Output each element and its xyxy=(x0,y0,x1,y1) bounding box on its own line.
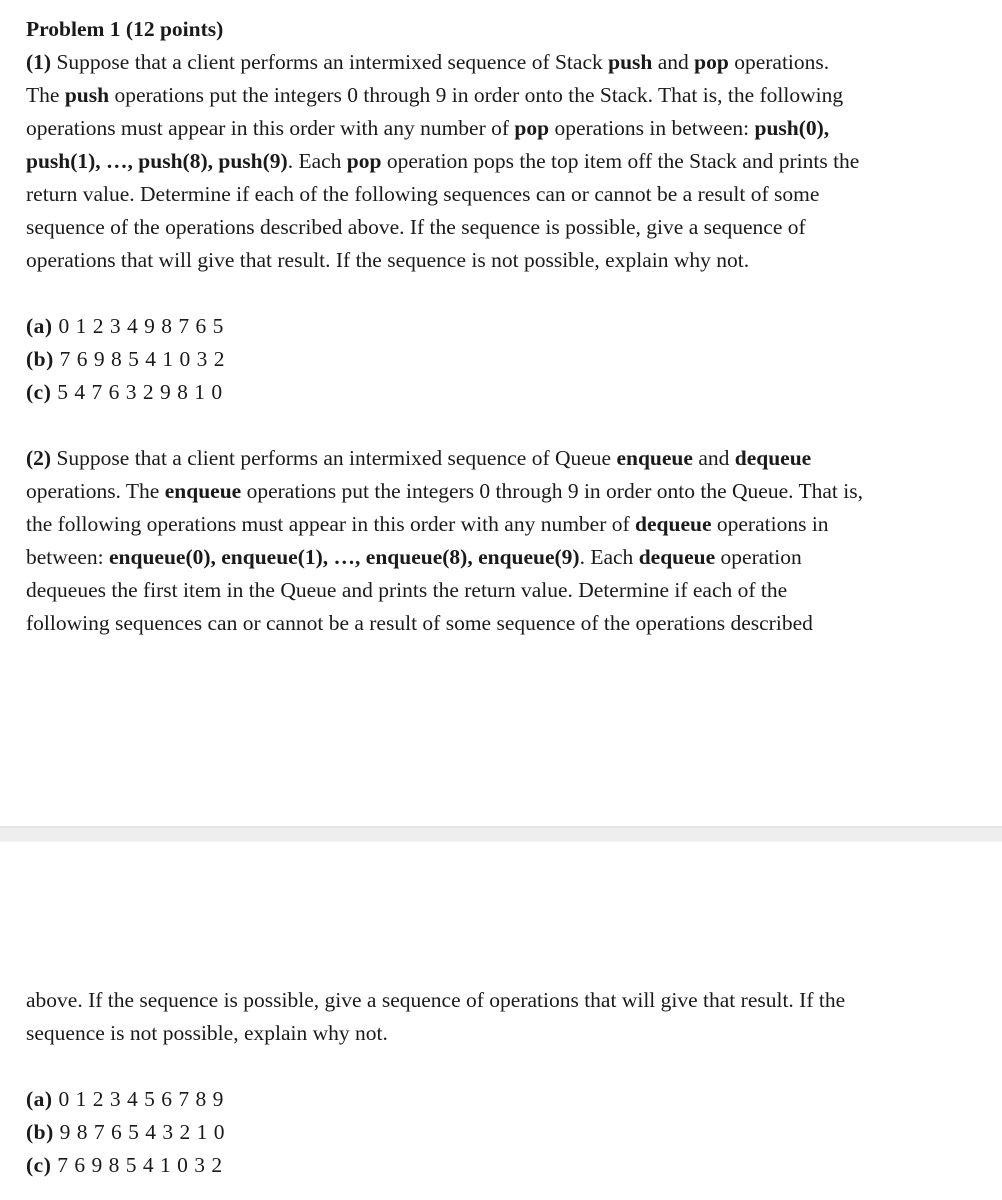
part2-line-3: the following operations must appear in this order with any number of dequeue operations in xyxy=(26,512,829,536)
part1-sequence-b: (b) 7 6 9 8 5 4 1 0 3 2 xyxy=(26,347,226,371)
part1-line-3: operations must appear in this order with any number of pop operations in between: push(0), xyxy=(26,116,830,140)
part1-paragraph xyxy=(26,46,976,277)
part1-line-4: push(1), …, push(8), push(9). Each pop operation pops the top item off the Stack and prints the xyxy=(26,149,860,173)
part2-line-2: operations. The enqueue operations put the integers 0 through 9 in order onto the Queue. That is, xyxy=(26,479,863,503)
part2-line-7: above. If the sequence is possible, give a sequence of operations that will give that result. If the xyxy=(26,988,846,1012)
part1-label: (1) xyxy=(26,50,52,74)
part2-sequence-a: (a) 0 1 2 3 4 5 6 7 8 9 xyxy=(26,1087,224,1111)
part2-line-6: following sequences can or cannot be a result of some sequence of the operations described xyxy=(26,611,813,635)
part2-line-8: sequence is not possible, explain why not. xyxy=(26,1021,388,1045)
part2-paragraph-page2 xyxy=(26,984,976,1050)
page-break-divider xyxy=(0,826,1002,842)
part1-line-2: The push operations put the integers 0 through 9 in order onto the Stack. That is, the following xyxy=(26,83,844,107)
problem-heading-block xyxy=(26,13,976,46)
document-page-2 xyxy=(0,842,1002,1200)
part1-line-6: sequence of the operations described above. If the sequence is possible, give a sequence of xyxy=(26,215,806,239)
part1-line-1: (1) Suppose that a client performs an intermixed sequence of Stack push and pop operations. xyxy=(26,50,830,74)
part2-line-1: (2) Suppose that a client performs an intermixed sequence of Queue enqueue and dequeue xyxy=(26,446,812,470)
part2-sequence-b: (b) 9 8 7 6 5 4 3 2 1 0 xyxy=(26,1120,226,1144)
problem-title: Problem 1 (12 points) xyxy=(26,17,224,41)
part2-sequence-c: (c) 7 6 9 8 5 4 1 0 3 2 xyxy=(26,1153,223,1177)
part1-sequence-a: (a) 0 1 2 3 4 9 8 7 6 5 xyxy=(26,314,224,338)
part2-paragraph-page1 xyxy=(26,442,976,640)
part1-sequence-c: (c) 5 4 7 6 3 2 9 8 1 0 xyxy=(26,380,223,404)
part2-sequences xyxy=(26,1083,976,1182)
part2-line-4: between: enqueue(0), enqueue(1), …, enqueue(8), enqueue(9). Each dequeue operation xyxy=(26,545,802,569)
part2-line-5: dequeues the first item in the Queue and prints the return value. Determine if each of the xyxy=(26,578,788,602)
part1-sequences xyxy=(26,310,976,409)
part1-line-7: operations that will give that result. If the sequence is not possible, explain why not. xyxy=(26,248,750,272)
part1-line-5: return value. Determine if each of the following sequences can or cannot be a result of some xyxy=(26,182,820,206)
part2-label: (2) xyxy=(26,446,52,470)
